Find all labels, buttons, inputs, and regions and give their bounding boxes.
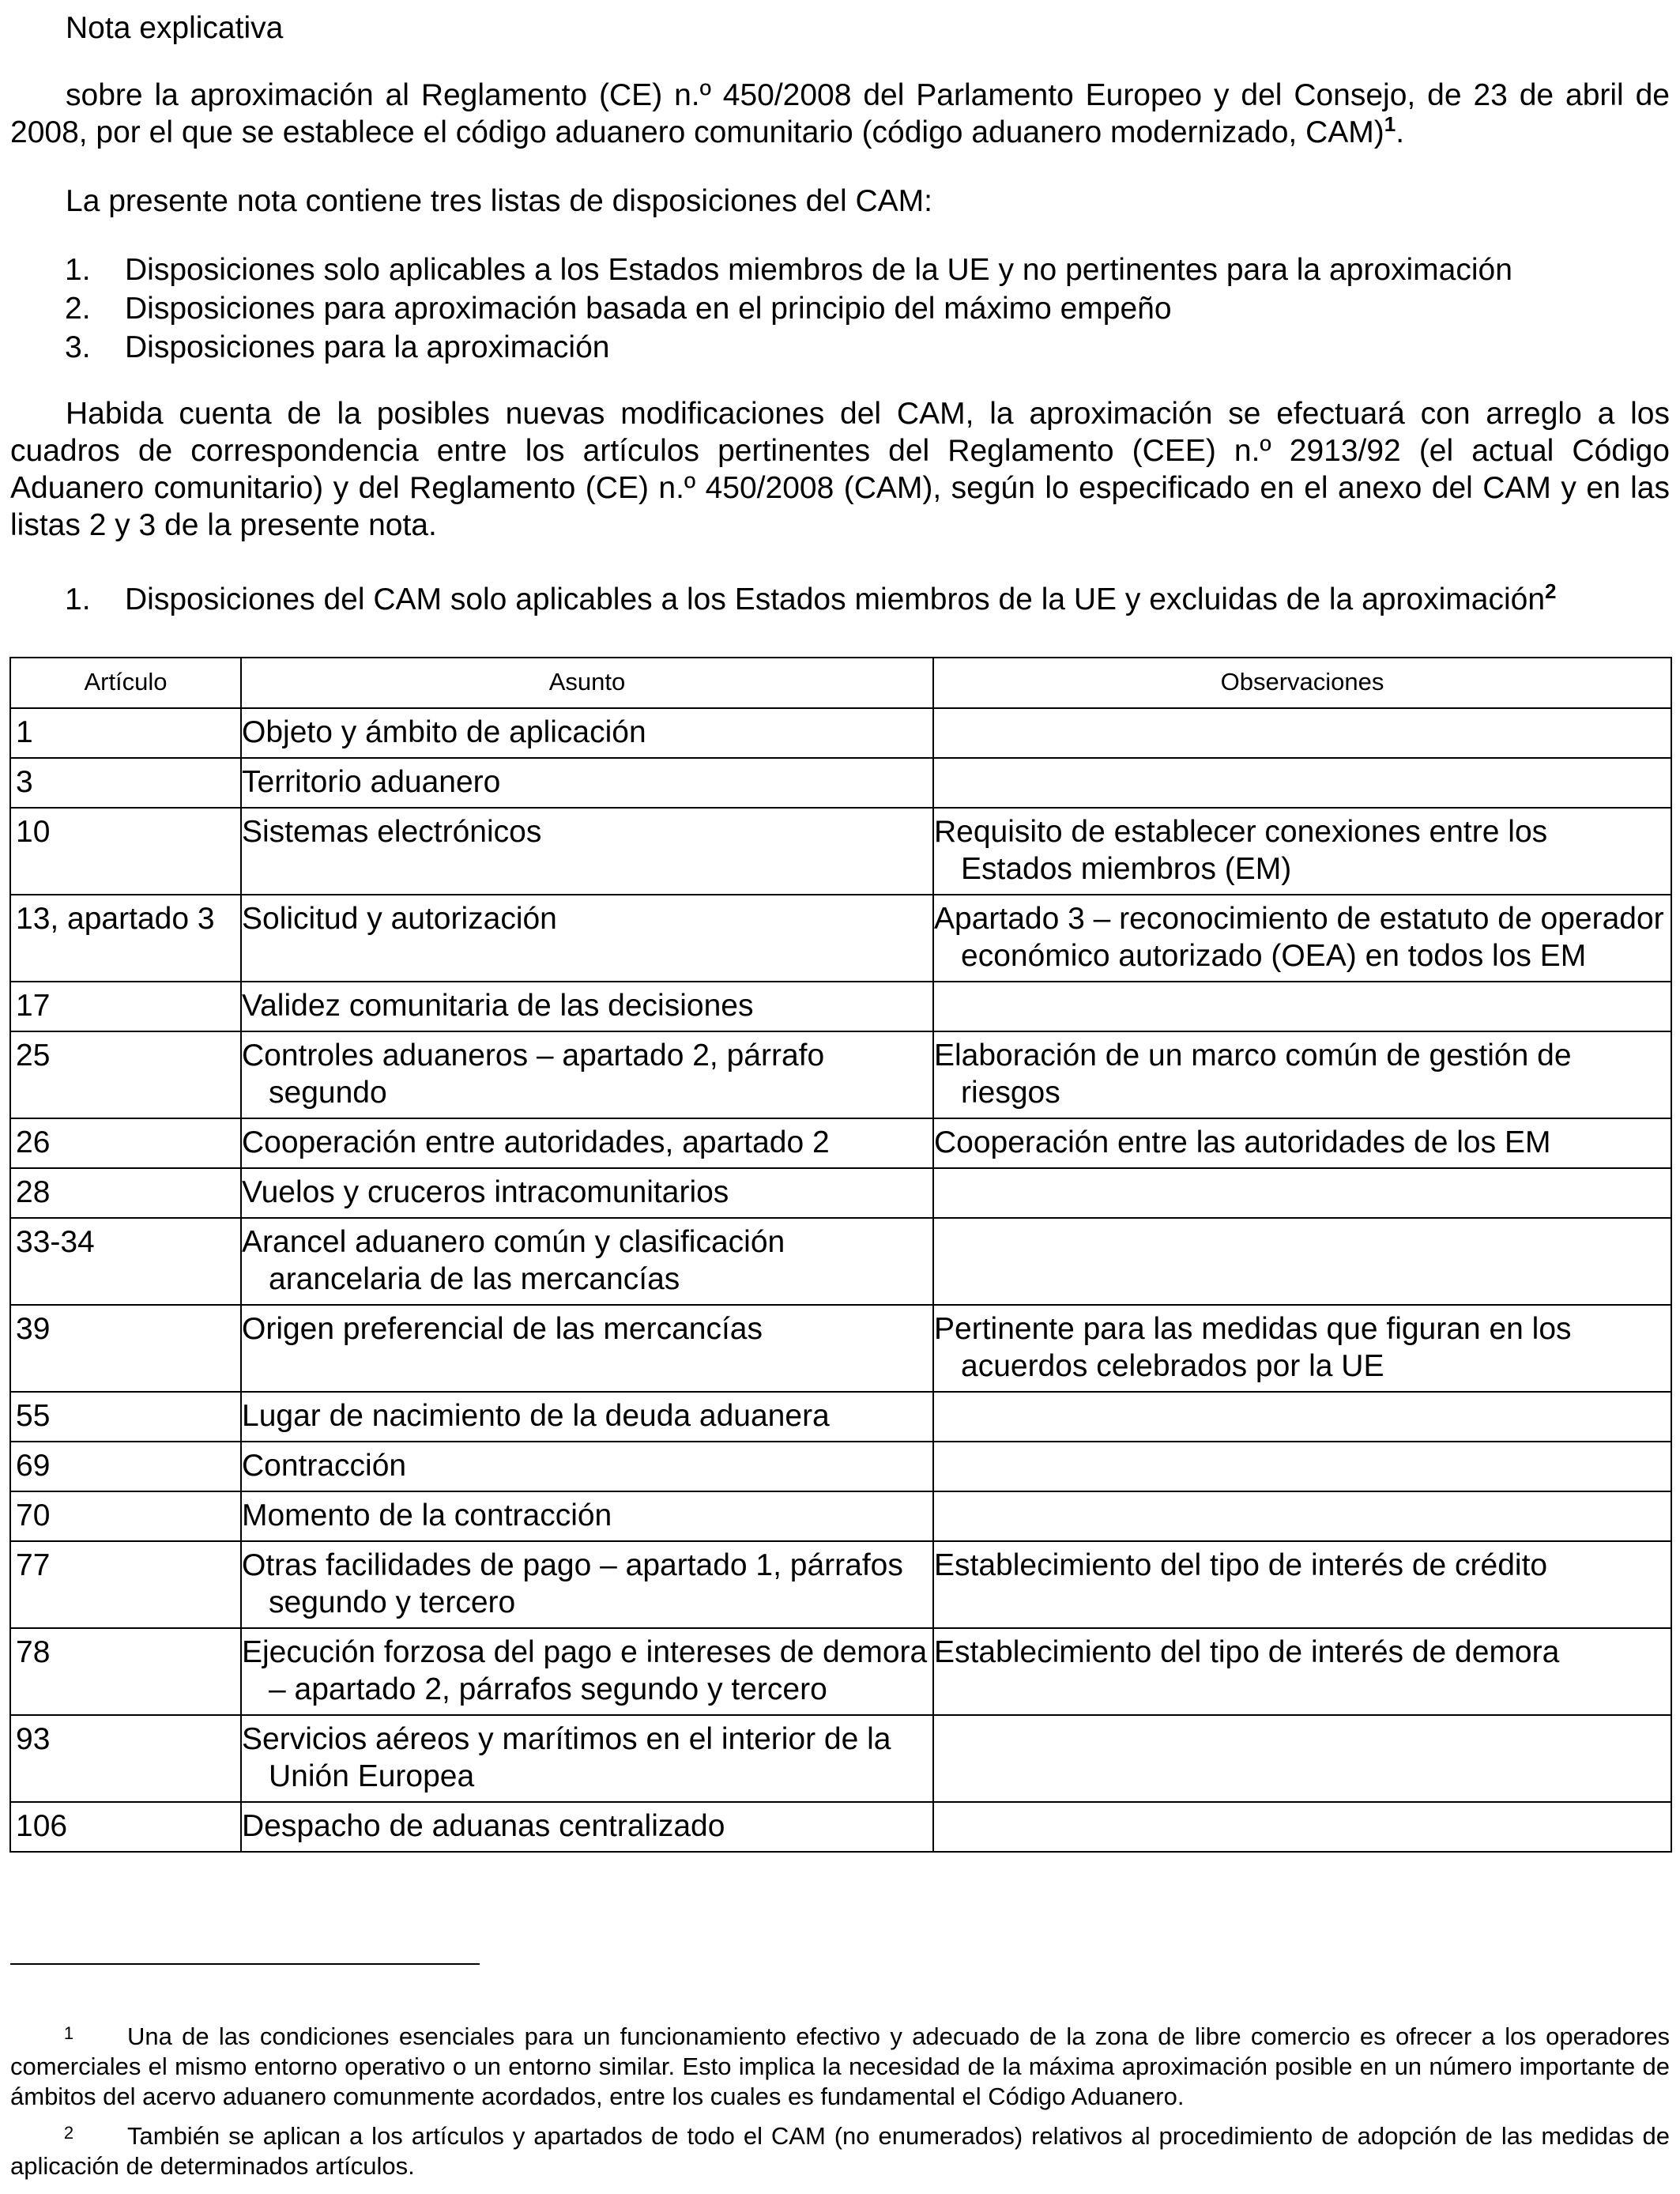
cell-articulo: 70 [10, 1491, 241, 1541]
cell-asunto: Arancel aduanero común y clasificación arancelaria de las mercancías [241, 1218, 933, 1305]
table-row [10, 1392, 1671, 1442]
cell-observaciones: Cooperación entre las autoridades de los EM [933, 1118, 1671, 1168]
table-row [10, 1715, 1671, 1802]
list-item-text: Disposiciones solo aplicables a los Estados miembros de la UE y no pertinentes para la aproximación [125, 253, 1512, 287]
table-row [10, 1491, 1671, 1541]
table-row [10, 1031, 1671, 1118]
footnote-ref-2[interactable]: 2 [1545, 579, 1557, 603]
list-item-number: 3. [65, 330, 91, 364]
cell-articulo: 26 [10, 1118, 241, 1168]
cell-articulo: 13, apartado 3 [10, 895, 241, 982]
cell-articulo: 10 [10, 808, 241, 895]
footnote-number: 1 [63, 2023, 74, 2043]
cell-observaciones: Requisito de establecer conexiones entre los Estados miembros (EM) [933, 808, 1671, 895]
cell-articulo: 78 [10, 1628, 241, 1715]
footnote-2 [10, 2121, 1670, 2181]
cell-articulo: 39 [10, 1305, 241, 1392]
cell-observaciones [933, 1442, 1671, 1491]
cell-articulo: 1 [10, 708, 241, 758]
cell-asunto: Cooperación entre autoridades, apartado 2 [241, 1118, 933, 1168]
cell-asunto: Objeto y ámbito de aplicación [241, 708, 933, 758]
lists-enumeration [65, 251, 1669, 367]
cell-observaciones: Elaboración de un marco común de gestión de riesgos [933, 1031, 1671, 1118]
cell-articulo: 69 [10, 1442, 241, 1491]
intro-text: sobre la aproximación al Reglamento (CE) n.º 450/2008 del Parlamento Europeo y del Consejo, de 23 de abril de 2008, por el que se establece el código aduanero comunitario (código aduanero modernizado, CAM) [10, 78, 1670, 149]
cell-articulo: 28 [10, 1168, 241, 1218]
table-header-row [10, 658, 1671, 708]
cell-asunto: Ejecución forzosa del pago e intereses de demora – apartado 2, párrafos segundo y tercero [241, 1628, 933, 1715]
cell-observaciones: Pertinente para las medidas que figuran en los acuerdos celebrados por la UE [933, 1305, 1671, 1392]
column-header-observaciones: Observaciones [933, 658, 1671, 708]
cell-articulo: 55 [10, 1392, 241, 1442]
list-item [65, 328, 1669, 367]
table-row [10, 1802, 1671, 1852]
list-item [65, 289, 1669, 328]
cell-articulo: 17 [10, 982, 241, 1031]
cell-observaciones [933, 1491, 1671, 1541]
cell-asunto: Vuelos y cruceros intracomunitarios [241, 1168, 933, 1218]
table-row [10, 1442, 1671, 1491]
list-item-text: Disposiciones para la aproximación [125, 330, 610, 364]
intro-paragraph: sobre la aproximación al Reglamento (CE) n.º 450/2008 del Parlamento Europeo y del Consejo, de 23 de abril de 2008, por el que se establece el código aduanero comunitario (código aduanero modernizado, CAM)$^1$. [10, 78, 1670, 149]
lists-intro: La presente nota contiene tres listas de disposiciones del CAM: [66, 184, 932, 218]
cell-observaciones: Apartado 3 – reconocimiento de estatuto de operador económico autorizado (OEA) en todos los EM [933, 895, 1671, 982]
cell-asunto: Solicitud y autorización [241, 895, 933, 982]
section-1-text: Disposiciones del CAM solo aplicables a los Estados miembros de la UE y excluidas de la aproximación [125, 582, 1546, 616]
body-paragraph: Habida cuenta de la posibles nuevas modificaciones del CAM, la aproximación se efectuará con arreglo a los cuadros de correspondencia entre los artículos pertinentes del Reglamento (CEE) n.º 2913/92 (el actual Código Aduanero comunitario) y del Reglamento (CE) n.º 450/2008 (CAM), según lo especificado en el anexo del CAM y en las listas 2 y 3 de la presente nota. [10, 397, 1670, 542]
footnote-ref-1[interactable]: 1 [1384, 112, 1396, 136]
cell-observaciones [933, 708, 1671, 758]
cell-asunto: Momento de la contracción [241, 1491, 933, 1541]
table-row [10, 1168, 1671, 1218]
table-row [10, 808, 1671, 895]
list-item-number: 2. [65, 292, 91, 326]
cell-asunto: Contracción [241, 1442, 933, 1491]
footnote-text: También se aplican a los artículos y apartados de todo el CAM (no enumerados) relativos al procedimiento de adopción de las medidas de aplicación de determinados artículos. [10, 2122, 1670, 2180]
footnote-1 [10, 2022, 1670, 2112]
cell-asunto: Sistemas electrónicos [241, 808, 933, 895]
cell-asunto: Otras facilidades de pago – apartado 1, párrafos segundo y tercero [241, 1541, 933, 1628]
section-1-title [65, 580, 1669, 619]
table-row [10, 895, 1671, 982]
cell-observaciones [933, 758, 1671, 808]
cell-asunto: Validez comunitaria de las decisiones [241, 982, 933, 1031]
cell-articulo: 33-34 [10, 1218, 241, 1305]
cell-asunto: Territorio aduanero [241, 758, 933, 808]
cell-observaciones [933, 1218, 1671, 1305]
table-row [10, 1118, 1671, 1168]
table-row [10, 708, 1671, 758]
cell-observaciones: Establecimiento del tipo de interés de demora [933, 1628, 1671, 1715]
footnote-text: Una de las condiciones esenciales para un funcionamiento efectivo y adecuado de la zona de libre comercio es ofrecer a los operadores comerciales el mismo entorno operativo o un entorno similar. Esto implica la necesidad de la máxima aproximación posible en un número importante de ámbitos del acervo aduanero comunmente acordados, entre los cuales es fundamental el Código Aduanero. [10, 2022, 1670, 2110]
cell-observaciones [933, 982, 1671, 1031]
cell-articulo: 77 [10, 1541, 241, 1628]
table-row [10, 1628, 1671, 1715]
cell-observaciones [933, 1802, 1671, 1852]
footnote-separator [10, 1963, 480, 1965]
column-header-asunto: Asunto [241, 658, 933, 708]
heading: Nota explicativa [66, 11, 284, 45]
cell-observaciones [933, 1715, 1671, 1802]
table-row [10, 1218, 1671, 1305]
list-item-text: Disposiciones para aproximación basada en el principio del máximo empeño [125, 292, 1172, 326]
list-item-number: 1. [65, 253, 91, 287]
cell-articulo: 93 [10, 1715, 241, 1802]
table-body [10, 708, 1671, 1852]
table-row [10, 1305, 1671, 1392]
footnote-number: 2 [63, 2123, 74, 2143]
cell-asunto: Controles aduaneros – apartado 2, párrafo segundo [241, 1031, 933, 1118]
table-row [10, 982, 1671, 1031]
table-row [10, 758, 1671, 808]
cell-asunto: Despacho de aduanas centralizado [241, 1802, 933, 1852]
cell-observaciones [933, 1392, 1671, 1442]
cell-articulo: 3 [10, 758, 241, 808]
cell-asunto: Lugar de nacimiento de la deuda aduanera [241, 1392, 933, 1442]
provisions-table [9, 657, 1672, 1853]
cell-asunto: Servicios aéreos y marítimos en el interior de la Unión Europea [241, 1715, 933, 1802]
cell-articulo: 25 [10, 1031, 241, 1118]
table-row [10, 1541, 1671, 1628]
column-header-articulo: Artículo [10, 658, 241, 708]
cell-observaciones: Establecimiento del tipo de interés de crédito [933, 1541, 1671, 1628]
cell-asunto: Origen preferencial de las mercancías [241, 1305, 933, 1392]
cell-articulo: 106 [10, 1802, 241, 1852]
cell-observaciones [933, 1168, 1671, 1218]
section-1-heading [65, 580, 1669, 619]
list-item [65, 251, 1669, 289]
section-1-number: 1. [65, 582, 91, 616]
